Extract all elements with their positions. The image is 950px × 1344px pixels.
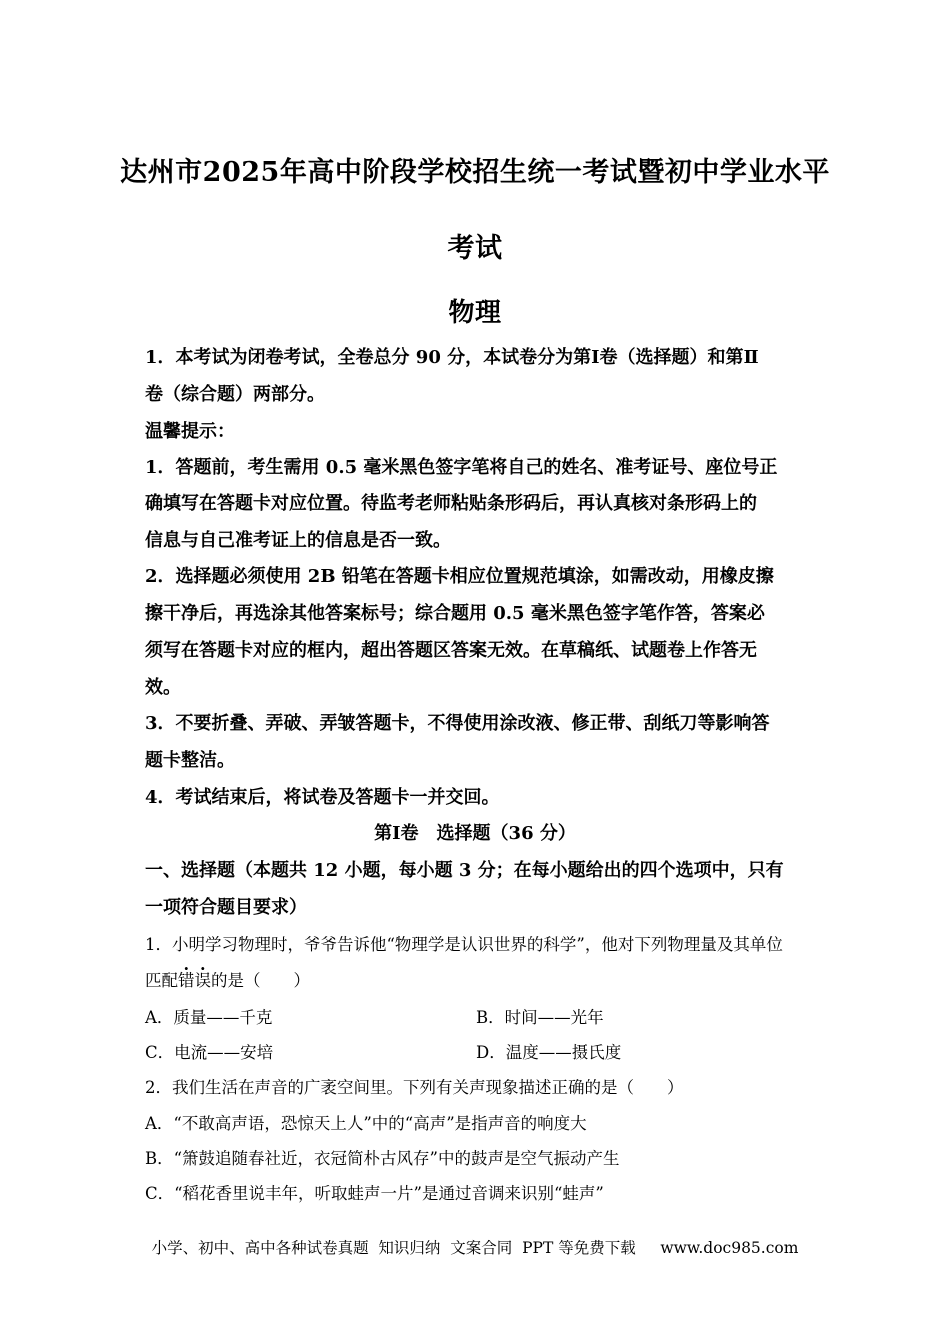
q1-option-c: C．电流——安培 bbox=[145, 1043, 274, 1062]
tip-line: 信息与自己准考证上的信息是否一致。 bbox=[145, 530, 451, 551]
tip-line: 须写在答题卡对应的框内，超出答题区答案无效。在草稿纸、试题卷上作答无 bbox=[145, 640, 757, 661]
q1-stem-post: 的是（ ） bbox=[211, 971, 310, 990]
tip-line: 效。 bbox=[145, 677, 181, 698]
q1-option-d: D．温度——摄氏度 bbox=[476, 1043, 622, 1062]
tip-line: 2．选择题必须使用 2B 铅笔在答题卡相应位置规范填涂，如需改动，用橡皮擦 bbox=[145, 566, 774, 587]
q2-option-a: A．“不敢高声语，恐惊天上人”中的“高声”是指声音的响度大 bbox=[145, 1114, 587, 1133]
intro-line-1: 1．本考试为闭卷考试，全卷总分 90 分，本试卷分为第Ⅰ卷（选择题）和第Ⅱ bbox=[145, 347, 759, 368]
emphasis-dot-char: 错 bbox=[178, 971, 195, 990]
tips-heading: 温馨提示： bbox=[145, 421, 235, 442]
tip-line: 4．考试结束后，将试卷及答题卡一并交回。 bbox=[145, 787, 500, 808]
q1-stem-pre: 匹配 bbox=[145, 971, 178, 990]
section-instructions-line2: 一项符合题目要求） bbox=[145, 897, 307, 918]
q2-option-c: C．“稻花香里说丰年，听取蛙声一片”是通过音调来识别“蛙声” bbox=[145, 1184, 604, 1203]
tip-line: 题卡整洁。 bbox=[145, 750, 235, 771]
subject-title: 物理 bbox=[448, 298, 502, 328]
exam-title-line1: 达州市2025年高中阶段学校招生统一考试暨初中学业水平 bbox=[120, 157, 830, 188]
tip-line: 擦干净后，再选涂其他答案标号；综合题用 0.5 毫米黑色签字笔作答，答案必 bbox=[145, 603, 765, 624]
q1-option-a: A．质量——千克 bbox=[145, 1008, 273, 1027]
section-heading: 第Ⅰ卷 选择题（36 分） bbox=[374, 823, 576, 844]
section-instructions-line1: 一、选择题（本题共 12 小题，每小题 3 分；在每小题给出的四个选项中，只有 bbox=[145, 860, 784, 881]
emphasis-dot-char: 误 bbox=[194, 971, 211, 990]
tip-line: 3．不要折叠、弄破、弄皱答题卡，不得使用涂改液、修正带、刮纸刀等影响答 bbox=[145, 713, 770, 734]
q2-option-b: B．“箫鼓追随春社近，衣冠简朴古风存”中的鼓声是空气振动产生 bbox=[145, 1149, 620, 1168]
tip-line: 1．答题前，考生需用 0.5 毫米黑色签字笔将自己的姓名、准考证号、座位号正 bbox=[145, 457, 778, 478]
intro-line-2: 卷（综合题）两部分。 bbox=[145, 384, 325, 405]
tip-line: 确填写在答题卡对应位置。待监考老师粘贴条形码后，再认真核对条形码上的 bbox=[145, 493, 757, 514]
q2-stem: 2．我们生活在声音的广袤空间里。下列有关声现象描述正确的是（ ） bbox=[145, 1078, 684, 1097]
q1-option-b: B．时间——光年 bbox=[476, 1008, 604, 1027]
q1-stem-line2 bbox=[145, 969, 810, 993]
exam-title-line2: 考试 bbox=[447, 233, 503, 264]
q1-stem-line1: 1．小明学习物理时，爷爷告诉他“物理学是认识世界的科学”，他对下列物理量及其单位 bbox=[145, 935, 783, 954]
page-footer: 小学、初中、高中各种试卷真题 知识归纳 文案合同 PPT 等免费下载 www.doc985.com bbox=[151, 1239, 799, 1257]
